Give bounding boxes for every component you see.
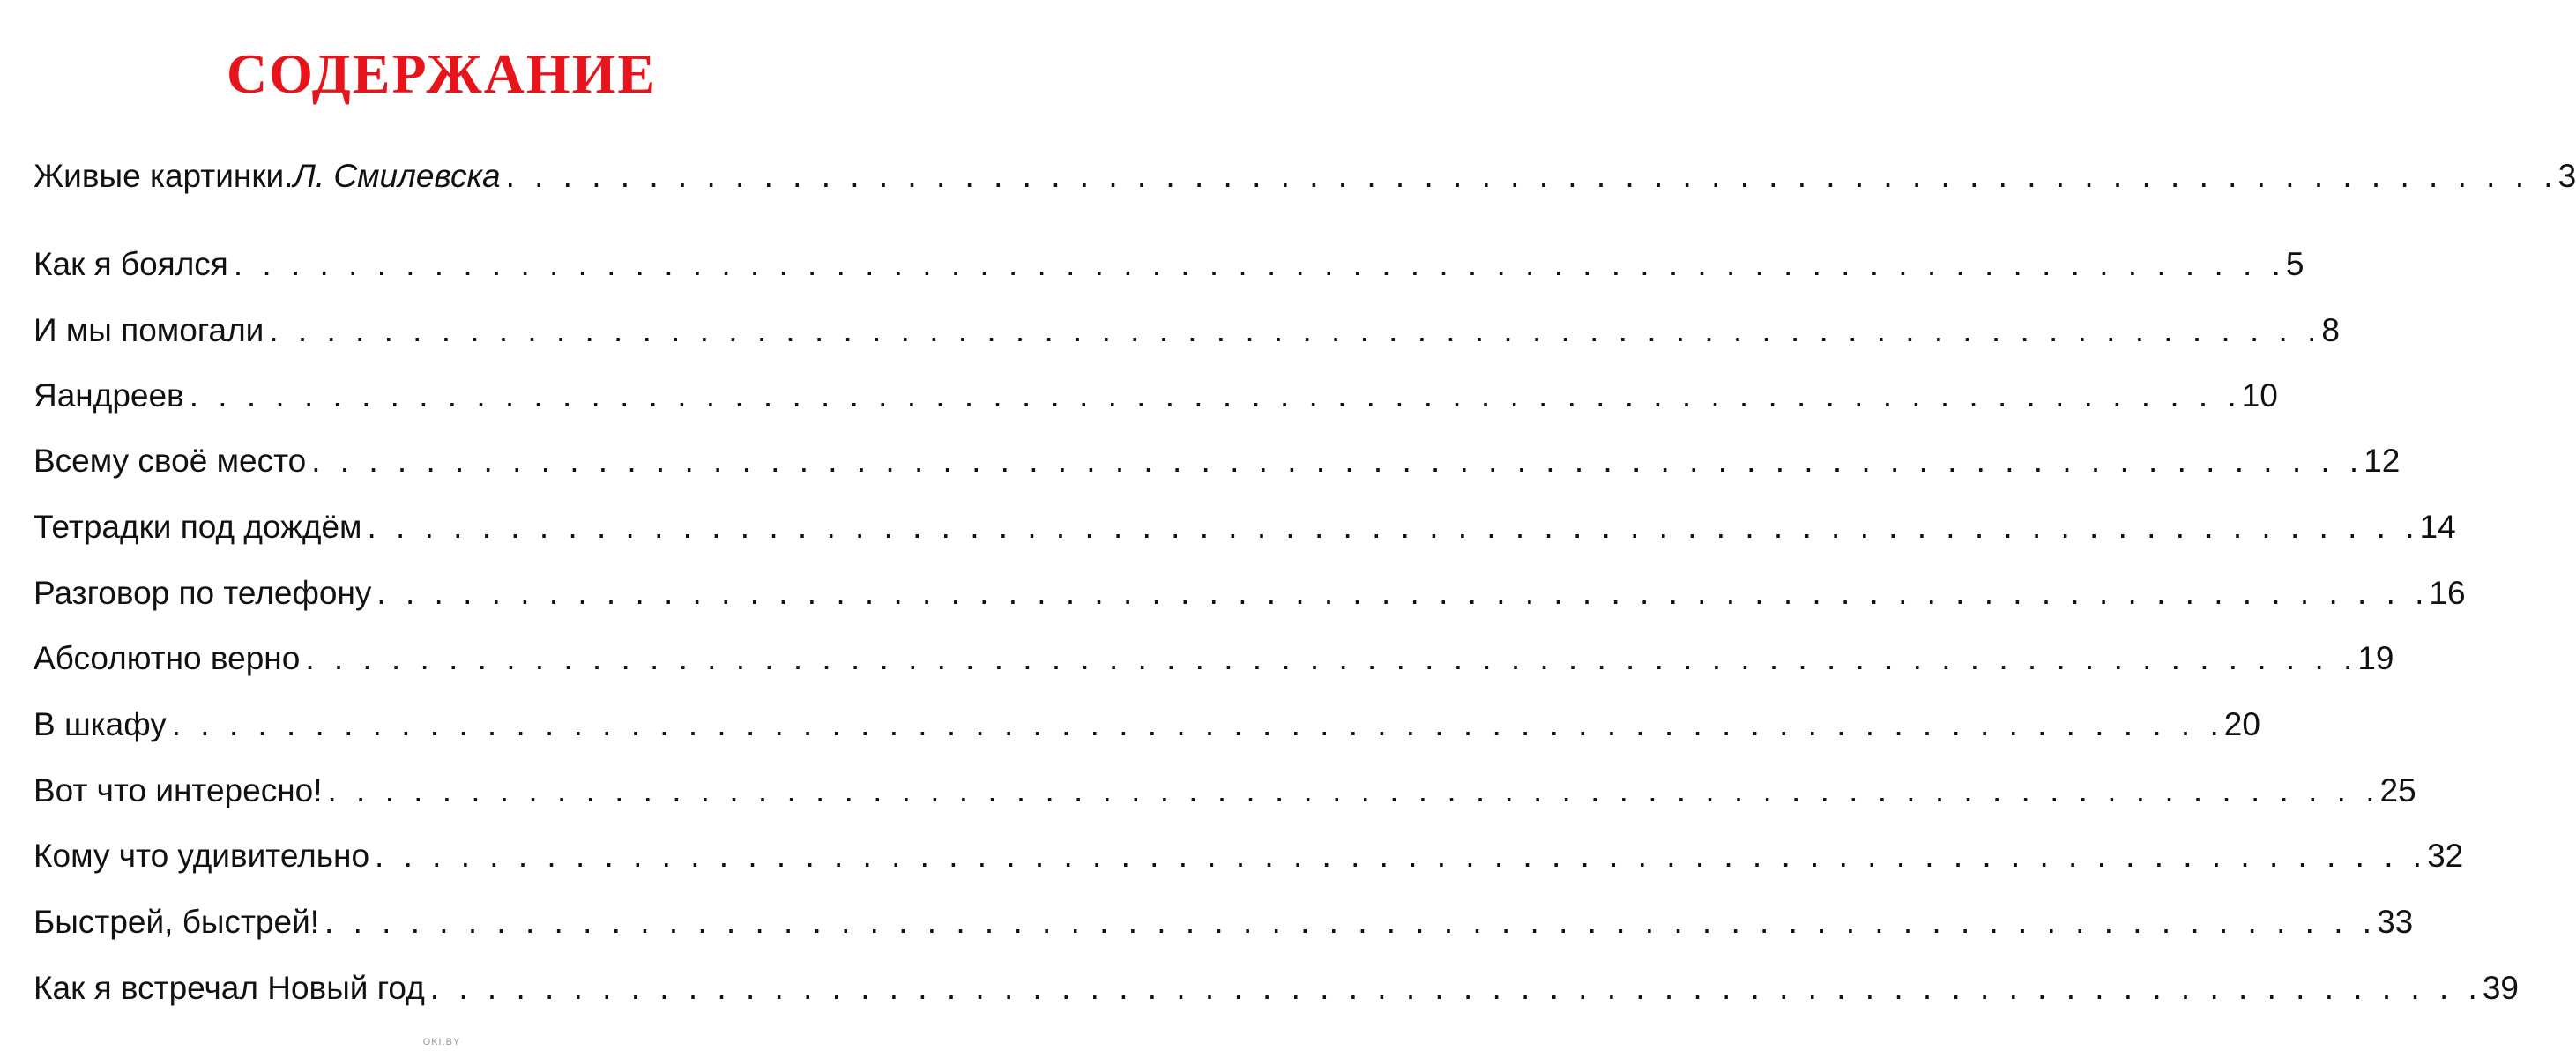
toc-entry [34,900,2414,944]
dot-leader: . . . . . . . . . . . . . . . . . . . . . . . . . . . . . . . . . . . . . . . . . . . . . . . . . . . . . . . . . . . . . . . . . . . . . . . . [269,312,2322,348]
dot-leader: . . . . . . . . . . . . . . . . . . . . . . . . . . . . . . . . . . . . . . . . . . . . . . . . . . . . . . . . . . . . . . . . . . . . . . . . [233,246,2286,282]
entry-title: Всему своё место [34,443,307,479]
page-title: СОДЕРЖАНИЕ [226,42,658,105]
entry-title: Как я встречал Новый год [34,970,425,1006]
entry-title: Вот что интересно! [34,772,323,808]
dot-leader: . . . . . . . . . . . . . . . . . . . . . . . . . . . . . . . . . . . . . . . . . . . . . . . . . . . . . . . . . . . . . . . . . . . . . . . . [305,640,2358,676]
page-number: 32 [2427,838,2464,874]
page-number: 3 [2557,158,2576,194]
entry-title: Яандреев [34,377,184,414]
entry-title: И мы помогали [34,312,264,348]
watermark: OKI.BY [422,1037,461,1047]
dot-leader: . . . . . . . . . . . . . . . . . . . . . . . . . . . . . . . . . . . . . . . . . . . . . . . . . . . . . . . . . . . . . . . . . . . . . . . . [376,575,2430,611]
page-number: 25 [2379,772,2416,808]
page-number: 39 [2482,970,2519,1006]
dot-leader: . . . . . . . . . . . . . . . . . . . . . . . . . . . . . . . . . . . . . . . . . . . . . . . . . . . . . . . . . . . . . . . . . . . . . . . . [311,443,2364,479]
toc-entry [34,834,2464,878]
toc-entry [34,703,2260,747]
dot-leader: . . . . . . . . . . . . . . . . . . . . . . . . . . . . . . . . . . . . . . . . . . . . . . . . . . . . . . . . . . . . . . . . . . . . . . . . [505,158,2558,194]
entry-title: Как я боялся [34,246,228,282]
dot-leader: . . . . . . . . . . . . . . . . . . . . . . . . . . . . . . . . . . . . . . . . . . . . . . . . . . . . . . . . . . . . . . . . . . . . . . . . [327,772,2380,808]
dot-leader: . . . . . . . . . . . . . . . . . . . . . . . . . . . . . . . . . . . . . . . . . . . . . . . . . . . . . . . . . . . . . . . . . . . . . . . . [324,904,2378,940]
toc-entry [34,505,2456,549]
page-number: 14 [2419,509,2456,545]
page-number: 19 [2357,640,2394,676]
toc-entry [34,571,2466,615]
entry-author: Л. Смилевска [293,158,501,194]
entry-title: Разговор по телефону [34,575,372,611]
entry-title: Быстрей, быстрей! [34,904,320,940]
toc-entry [34,309,2340,353]
dot-leader: . . . . . . . . . . . . . . . . . . . . . . . . . . . . . . . . . . . . . . . . . . . . . . . . . . . . . . . . . . . . . . . . . . . . . . . . [375,838,2428,874]
page-number: 8 [2321,312,2340,348]
dot-leader: . . . . . . . . . . . . . . . . . . . . . . . . . . . . . . . . . . . . . . . . . . . . . . . . . . . . . . . . . . . . . . . . . . . . . . . . [429,970,2483,1006]
toc-entry [34,154,2576,198]
entry-title: Тетрадки под дождём [34,509,362,545]
toc-entry [34,637,2394,681]
page-number: 16 [2429,575,2466,611]
entry-title: Живые картинки. [34,158,294,194]
toc-entry [34,769,2416,813]
page-number: 5 [2285,246,2304,282]
dot-leader: . . . . . . . . . . . . . . . . . . . . . . . . . . . . . . . . . . . . . . . . . . . . . . . . . . . . . . . . . . . . . . . . . . . . . . . . [367,509,2420,545]
page-number: 20 [2223,706,2260,742]
entry-title: Кому что удивительно [34,838,370,874]
entry-title: Абсолютно верно [34,640,301,676]
dot-leader: . . . . . . . . . . . . . . . . . . . . . . . . . . . . . . . . . . . . . . . . . . . . . . . . . . . . . . . . . . . . . . . . . . . . . . . . [171,706,2224,742]
dot-leader: . . . . . . . . . . . . . . . . . . . . . . . . . . . . . . . . . . . . . . . . . . . . . . . . . . . . . . . . . . . . . . . . . . . . . . . . [189,377,2242,414]
toc-entry [34,374,2278,418]
toc-entry [34,439,2401,483]
entry-title: В шкафу [34,706,167,742]
page-number: 12 [2364,443,2401,479]
page-number: 10 [2241,377,2278,414]
toc-entry [34,242,2304,287]
toc-entry [34,966,2519,1010]
page-number: 33 [2377,904,2414,940]
